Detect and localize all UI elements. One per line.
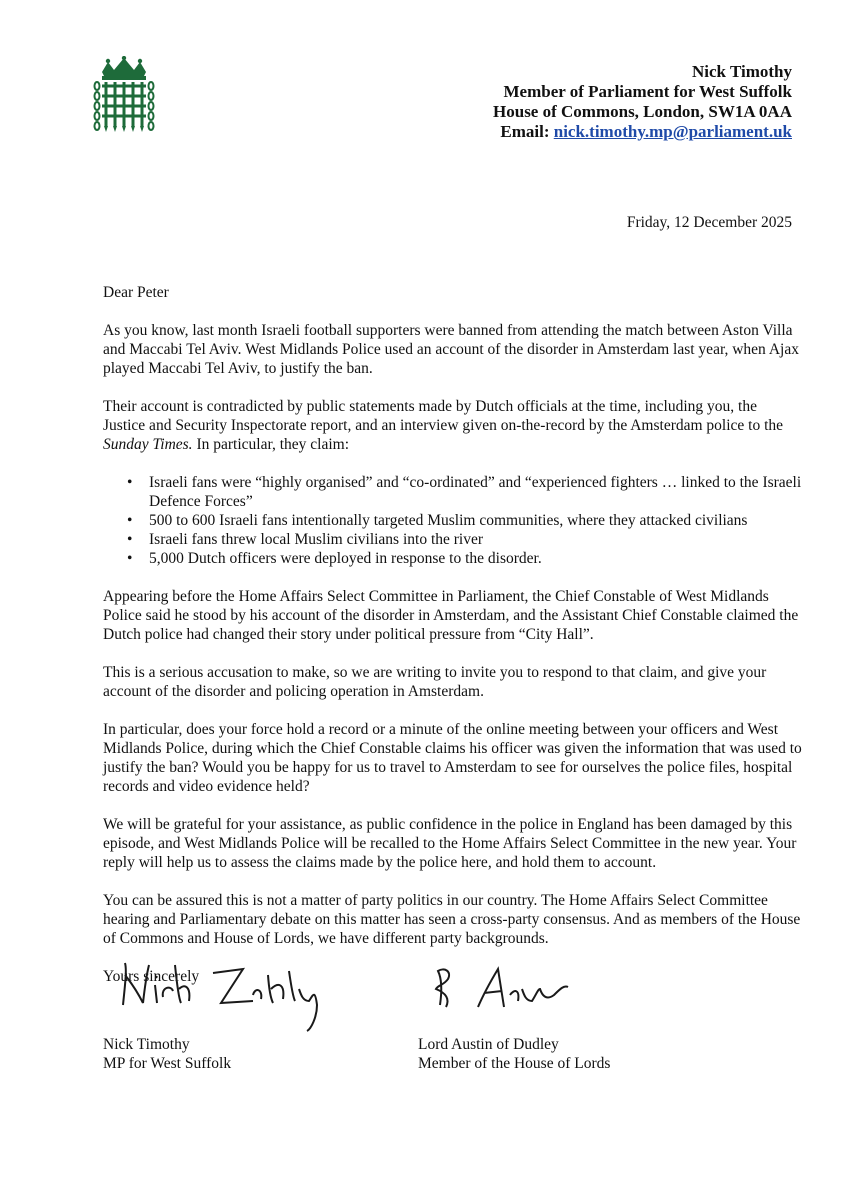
email-link[interactable]: nick.timothy.mp@parliament.uk — [553, 122, 792, 141]
signature-block-left — [103, 945, 343, 1073]
list-item: • Israeli fans threw local Muslim civilians into the river — [149, 530, 803, 549]
paragraph: This is a serious accusation to make, so we are writing to invite you to respond to that claim, and give your account of the disorder and policing operation in Amsterdam. — [103, 664, 767, 700]
salutation: Dear Peter — [103, 284, 169, 301]
paragraph: You can be assured this is not a matter of party politics in our country. The Home Affairs Select Committee hearing and Parliamentary debate on this matter has seen a cross-party consensus. And as members of the House of Commons and House of Lords, we have different party backgrounds. — [103, 892, 801, 947]
email-label: Email: — [500, 122, 550, 141]
signature-block-right — [418, 945, 658, 1073]
paragraph: In particular, does your force hold a record or a minute of the online meeting between your officers and West Midlands Police, during which the Chief Constable claims his officer was given the information that was used to justify the ban? Would you be happy for us to travel to Amsterdam to see for ourselves the police files, hospital records and video evidence held? — [103, 721, 802, 795]
signature-image — [103, 945, 343, 1035]
sender-name: Nick Timothy — [692, 62, 792, 81]
paragraph-text: Their account is contradicted by public statements made by Dutch officials at the time, including you, the Justice and Security Inspectorate report, and an interview given on-the-record by the Amsterdam police to the — [103, 398, 784, 434]
paragraph: As you know, last month Israeli football supporters were banned from attending the match between Aston Villa and Maccabi Tel Aviv. West Midlands Police used an account of the disorder in Amsterdam last year, when Ajax played Maccabi Tel Aviv, to justify the ban. — [103, 322, 799, 377]
publication-name: Sunday Times. — [103, 436, 193, 453]
paragraph: We will be grateful for your assistance, as public confidence in the police in England has been damaged by this episode, and West Midlands Police will be recalled to the Home Affairs Select Committee in the new year. Your reply will help us to assess the claims made by the police here, and hold them to account. — [103, 816, 797, 871]
portcullis-logo — [92, 56, 156, 140]
signatory-role: MP for West Suffolk — [103, 1055, 232, 1072]
signatures — [0, 945, 848, 1085]
signatory-name: Lord Austin of Dudley — [418, 1036, 559, 1053]
closing: Yours sincerely — [103, 968, 200, 985]
paragraph — [103, 397, 803, 454]
letter-body — [103, 283, 803, 1005]
letterhead — [493, 62, 792, 142]
sender-address: House of Commons, London, SW1A 0AA — [493, 102, 792, 121]
list-item: • Israeli fans were “highly organised” and “co-ordinated” and “experienced fighters … linked to the Israeli Defence Forces” — [149, 473, 803, 511]
signatory-name: Nick Timothy — [103, 1036, 190, 1053]
paragraph: Appearing before the Home Affairs Select Committee in Parliament, the Chief Constable of West Midlands Police said he stood by his account of the disorder in Amsterdam, and the Assistant Chief Constable claimed the Dutch police had changed their story under political pressure from “City Hall”. — [103, 588, 799, 643]
paragraph-text: In particular, they claim: — [196, 436, 350, 453]
letter-date: Friday, 12 December 2025 — [626, 214, 792, 231]
signature-image — [418, 945, 658, 1035]
list-item: • 500 to 600 Israeli fans intentionally targeted Muslim communities, where they attacked civilians — [149, 511, 803, 530]
list-item: • 5,000 Dutch officers were deployed in response to the disorder. — [149, 549, 803, 568]
sender-title: Member of Parliament for West Suffolk — [503, 82, 792, 101]
claims-list — [103, 473, 803, 568]
signatory-role: Member of the House of Lords — [418, 1055, 611, 1072]
sender-email-line — [493, 122, 792, 142]
